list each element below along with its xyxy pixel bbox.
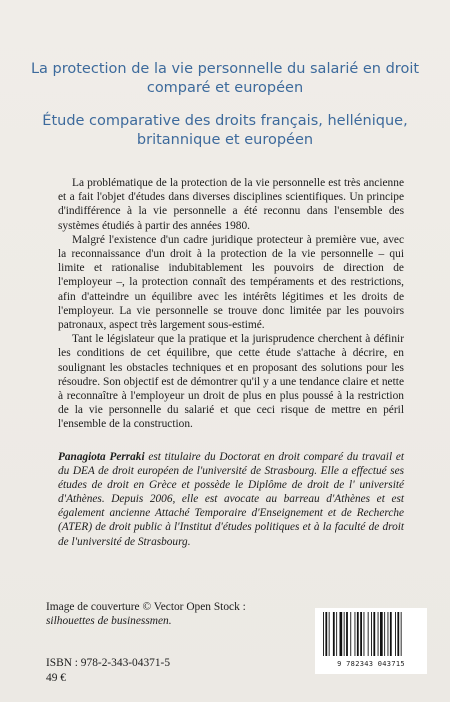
barcode-number: 9 782343 043715 [337,660,405,668]
cover-credit-line-1: Image de couverture © Vector Open Stock : [46,601,246,613]
isbn: ISBN : 978-2-343-04371-5 [46,657,171,669]
barcode-bar [401,612,402,656]
barcode-bar [388,612,389,656]
barcode-bar [380,612,383,656]
barcode-bar [373,612,375,656]
barcode-bar [360,612,362,656]
barcode-bar [344,612,345,656]
barcode-bar [368,612,369,656]
barcode-bar [397,612,399,656]
barcode-bar [355,612,356,656]
cover-credit [46,600,246,628]
barcode-bar [333,612,335,656]
author-bio [58,450,404,549]
barcode-bar [329,612,330,656]
barcode-bar [371,612,372,656]
summary-paragraph-3: Tant le législateur que la pratique et la jurisprudence cherchent à définir les conditions de cet équilibre, que cette étude s'attache à décrire, en soulignant les obstacles techniques et en proposant des solutions pour les résoudre. Son objectif est de démontrer qu'il y a une tendance claire et nette à reconnaître à l'employeur un droit de plus en plus poussé à la restriction de la vie personnelle du salarié et que ceci risque de mettre en péril l'ensemble de la construction. [58,333,404,431]
price: 49 € [46,672,66,684]
barcode-bar [323,612,324,656]
title-block [20,60,430,150]
summary-paragraph-2: Malgré l'existence d'un cadre juridique protecteur à première vue, avec la reconnaissance d'un droit à la protection de la vie personnelle – qui limite et rationalise indubitablement les pouvoirs de direction de l'employeur –, la protection connaît des tempéraments et des restrictions, afin d'atteindre un équilibre avec les intérêts légitimes et les droits de l'employeur. La vie personnelle se trouve donc limitée par les pouvoirs patronaux, aspect très largement sous-estimé. [58,233,404,332]
book-title: La protection de la vie personnelle du salarié en droit comparé et européen [30,61,420,96]
barcode-bar [346,612,348,656]
barcode-bar [390,612,392,656]
barcode-bar [336,612,337,656]
barcode-bar [340,612,343,656]
barcode-bar [325,612,327,656]
barcode-bar [395,612,396,656]
barcode-bar [350,612,351,656]
author-bio-text: est titulaire du Doctorat en droit comparé du travail et du DEA de droit européen de l'université de Strasbourg. Elle a effectué ses études de droit en Grèce et possède le Diplôme de droit de l' université d'Athènes. Depuis 2006, elle est avocate au barreau d'Athènes et est également ancienne Attaché Temporaire d'Enseignement et de Recherche (ATER) de droit public à l'Institut d'études politiques et à la faculté de droit de l'université de Strasbourg. [58,451,404,548]
cover-credit-line-2: silhouettes de businessmen. [46,615,172,627]
summary-text [58,176,404,432]
barcode-bar [364,612,365,656]
barcode-bar [378,612,379,656]
barcode-bars [321,612,421,658]
barcode-bar [357,612,359,656]
summary-paragraph-1: La problématique de la protection de la vie personnelle est très ancienne et a fait l'objet d'études dans diverses disciplines scientifiques. Un principe d'indifférence à la vie personnelle a été reconnu dans l'ensemble des systèmes étudiés à partir des années 1980. [58,177,404,232]
book-subtitle: Étude comparative des droits français, hellénique, britannique et européen [42,113,408,148]
author-name: Panagiota Perraki [58,451,145,463]
barcode-bar [384,612,385,656]
barcode [315,608,427,674]
